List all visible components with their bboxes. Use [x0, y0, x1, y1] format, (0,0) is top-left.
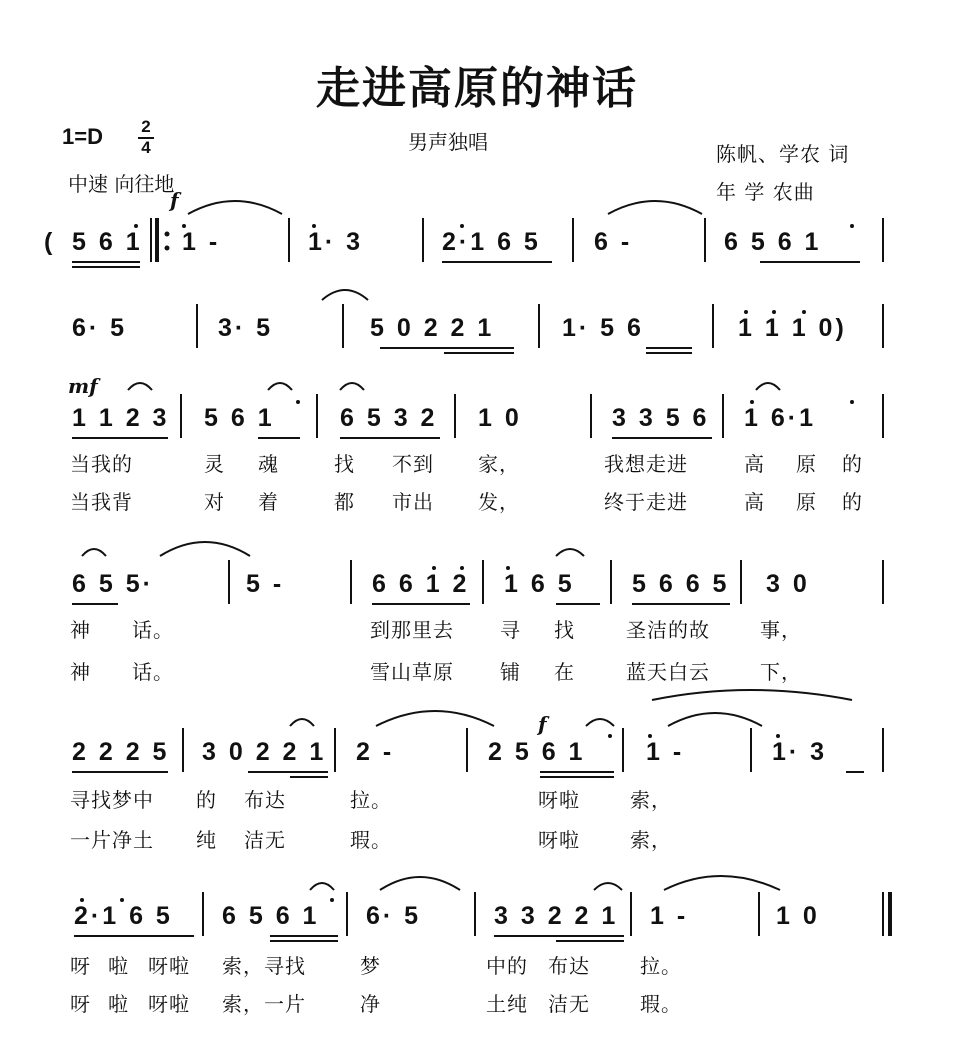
dynamic-mezzo-forte: mf: [68, 374, 98, 398]
lyric: 家，: [478, 452, 520, 476]
time-signature-bottom: 4: [138, 137, 154, 156]
lyric: 呀啦: [148, 954, 190, 978]
performance-type: 男声独唱: [408, 130, 488, 154]
measure: 6 5 3 2: [340, 404, 438, 432]
lyric: 中的: [486, 954, 528, 978]
measure: 1 -: [650, 902, 689, 930]
lyric: 呀啦: [538, 828, 580, 852]
lyric: 神: [70, 618, 91, 642]
measure: 1· 3: [772, 738, 828, 766]
lyric: 啦: [108, 992, 129, 1016]
lyric: 铺: [500, 660, 521, 684]
lyricist-credit: 陈帆、学农 词: [716, 142, 850, 166]
lyric: 呀: [70, 954, 91, 978]
lyric: 当我背: [70, 490, 133, 514]
lyric: 灵: [204, 452, 225, 476]
lyric: 净: [360, 992, 381, 1016]
measure: 6· 5: [366, 902, 422, 930]
lyric: 土纯: [486, 992, 528, 1016]
song-title: 走进高原的神话: [316, 63, 638, 114]
measure: 1 0: [776, 902, 820, 930]
lyric: 索，: [222, 954, 264, 978]
lyric: 呀啦: [538, 788, 580, 812]
measure: 2 -: [356, 738, 395, 766]
measure: 2 2 2 5: [72, 738, 170, 766]
lyric: 纯: [196, 828, 217, 852]
lyric: 布达: [244, 788, 286, 812]
lyric: 市出: [392, 490, 434, 514]
lyric: 不到: [392, 452, 434, 476]
measure: 1· 3: [308, 228, 364, 256]
lyric: 话。: [132, 618, 174, 642]
lyric: 神: [70, 660, 91, 684]
lyric: 索，: [222, 992, 264, 1016]
key-signature: 1=D: [62, 124, 103, 149]
lyric: 圣洁的故: [626, 618, 710, 642]
lyric: 高: [744, 490, 765, 514]
lyric: 拉。: [640, 954, 682, 978]
measure: 1 -: [646, 738, 685, 766]
measure: 2·1 6 5: [74, 902, 173, 930]
lyric: 到那里去: [370, 618, 454, 642]
measure: 1 6·1: [744, 404, 816, 432]
measure: 5 0 2 2 1: [370, 314, 495, 342]
tempo-marking: 中速 向往地: [68, 172, 175, 196]
measure: 1 0: [478, 404, 522, 432]
lyric: 高: [744, 452, 765, 476]
lyric: 呀啦: [148, 992, 190, 1016]
measure: 3· 5: [218, 314, 274, 342]
measure: 1· 5 6: [562, 314, 644, 342]
lyric: 当我的: [70, 452, 133, 476]
lyric: 对: [204, 490, 225, 514]
lyric: 着: [258, 490, 279, 514]
measure: 3 3 2 2 1: [494, 902, 619, 930]
lyric: 布达: [548, 954, 590, 978]
lyric: 事，: [760, 618, 802, 642]
measure: 6 6 1 2: [372, 570, 470, 598]
measure: 1 1 1 0): [738, 314, 847, 342]
lyric: 寻找梦中: [70, 788, 154, 812]
lyric: 下，: [760, 660, 802, 684]
lyric: 我想走进: [604, 452, 688, 476]
measure: 6 5 5·: [72, 570, 154, 598]
lyric: 的: [196, 788, 217, 812]
lyric: 原: [796, 452, 817, 476]
lyric: 在: [554, 660, 575, 684]
lyric: 一片净土: [70, 828, 154, 852]
lyric: 话。: [132, 660, 174, 684]
lyric: 呀: [70, 992, 91, 1016]
dynamic-forte-chorus: f: [538, 712, 547, 736]
lyric: 发，: [478, 490, 520, 514]
lyric: 雪山草原: [370, 660, 454, 684]
lyric: 啦: [108, 954, 129, 978]
lyric: 寻: [500, 618, 521, 642]
lyric: 找: [554, 618, 575, 642]
lyric: 瑕。: [640, 992, 682, 1016]
composer-credit: 年 学 农曲: [716, 180, 815, 204]
lyric: 找: [334, 452, 355, 476]
measure: 6 5 6 1: [222, 902, 320, 930]
lyric: 洁无: [548, 992, 590, 1016]
measure: 1 1 2 3: [72, 404, 170, 432]
measure: 2·1 6 5: [442, 228, 541, 256]
lyric: 索，: [630, 828, 672, 852]
lyric: 的: [842, 490, 863, 514]
measure: 5 6 6 5: [632, 570, 730, 598]
lyric: 蓝天白云: [626, 660, 710, 684]
lyric: 一片: [264, 992, 306, 1016]
lyric: 寻找: [264, 954, 306, 978]
measure: 1 6 5: [504, 570, 575, 598]
lyric: 拉。: [350, 788, 392, 812]
lyric: 索，: [630, 788, 672, 812]
measure: 5 -: [246, 570, 285, 598]
time-signature-top: 2: [141, 117, 151, 136]
lyric: 瑕。: [350, 828, 392, 852]
measure: 5 6 1: [204, 404, 275, 432]
measure: 5 6 1: [72, 228, 143, 256]
measure: 3 3 5 6: [612, 404, 710, 432]
measure: 1 -: [182, 228, 221, 256]
lyric: 魂: [258, 452, 279, 476]
lyric: 梦: [360, 954, 381, 978]
measure: 3 0: [766, 570, 810, 598]
intro-open-paren: (: [44, 228, 56, 256]
lyric: 洁无: [244, 828, 286, 852]
lyric: 终于走进: [604, 490, 688, 514]
measure: 2 5 6 1: [488, 738, 586, 766]
measure: 6 5 6 1: [724, 228, 822, 256]
measure: 3 0 2 2 1: [202, 738, 327, 766]
dynamic-forte-intro: f: [170, 188, 179, 212]
lyric: 原: [796, 490, 817, 514]
measure: 6 -: [594, 228, 633, 256]
measure: 6· 5: [72, 314, 128, 342]
lyric: 都: [334, 490, 355, 514]
lyric: 的: [842, 452, 863, 476]
